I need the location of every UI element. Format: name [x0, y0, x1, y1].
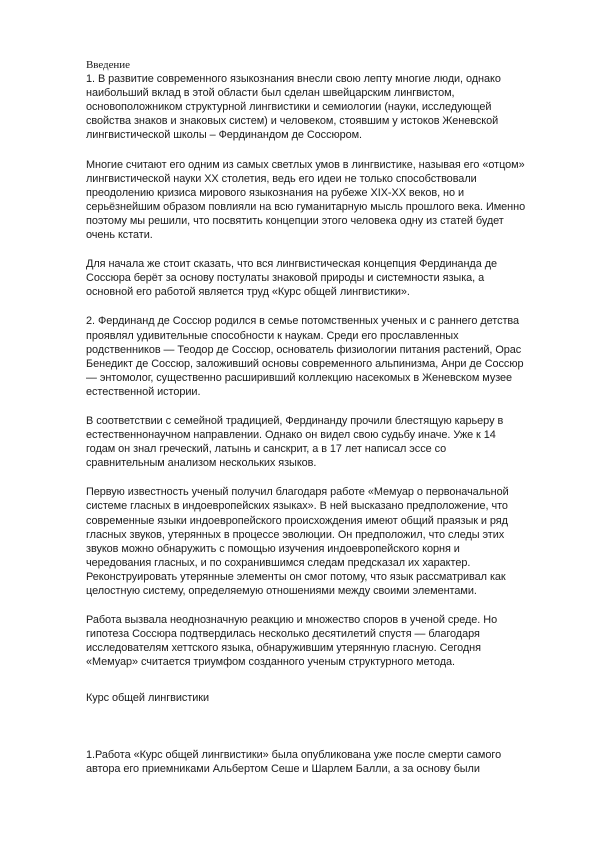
paragraph-2: Многие считают его одним из самых светлых умов в лингвистике, называя его «отцом» лингвистической науки XX столетия, ведь его идеи не только способствовали преодолению кризиса мирового языкознания на рубеже XIX-XX веков, но и серьёзнейшим образом повлияли на всю гуманитарную мысль прошлого века. Именно поэтому мы решили, что посвятить концепции этого человека одну из статей будет очень кстати. [86, 158, 526, 242]
section-heading: Курс общей лингвистики [86, 692, 210, 705]
paragraph-5: В соответствии с семейной традицией, Фердинанду прочили блестящую карьеру в естественнонаучном направлении. Однако он видел свою судьбу иначе. Уже к 14 годам он знал греческий, латынь и санскрит, а в 17 лет написал эссе со сравнительным анализом нескольких языков. [86, 414, 504, 470]
document-body [86, 58, 526, 791]
paragraph-1: 1. В развитие современного языкознания внесли свою лепту многие люди, однако наибольший вклад в этой области был сделан швейцарским лингвистом, основоположником структурной лингвистики и семиологии (науки, исследующей свойства знаков и знаковых систем) и человеком, стоявшим у истоков Женевской лингвистической школы – Фердинандом де Соссюром. [86, 73, 501, 142]
paragraph-4: 2. Фердинанд де Соссюр родился в семье потомственных ученых и с раннего детства проявлял удивительные способности к наукам. Среди его прославленных родственников — Теодор де Соссюр, основатель физиологии питания растений, Орас Бенедикт де Соссюр, заложивший основы современного альпинизма, Анри де Соссюр — энтомолог, существенно расширивший коллекцию насекомых в Женевском музее естественной истории. [86, 315, 524, 398]
paragraph-6: Первую известность ученый получил благодаря работе «Мемуар о первоначальной системе гласных в индоевропейских языках». В ней высказано предположение, что современные языки индоевропейского происхождения имеют общий праязык и ряд гласных звуков, утерянных в процессе эволюции. Он предположил, что следы этих звуков можно обнаружить с помощью изучения индоевропейского корня и чередования гласных, и по сохранившимся следам предсказал их характер. Реконструировать утерянные элементы он смог потому, что язык рассматривал как целостную систему, определяемую отношениями между своими элементами. [86, 486, 509, 597]
paragraph-3: Для начала же стоит сказать, что вся лингвистическая концепция Фердинанда де Соссюра берёт за основу постулаты знаковой природы и системности языка, а основной его работой является труд «Курс общей лингвистики». [86, 258, 498, 299]
intro-title: Введение [86, 59, 130, 71]
section-paragraph: 1.Работа «Курс общей лингвистики» была опубликована уже после смерти самого автора его приемниками Альбертом Сеше и Шарлем Балли, а за основу были [86, 748, 502, 775]
paragraph-7: Работа вызвала неоднозначную реакцию и множество споров в ученой среде. Но гипотеза Соссюра подтвердилась несколько десятилетий спустя — благодаря исследователям хеттского языка, обнаружившим утерянную гласную. Сегодня «Мемуар» считается триумфом созданного ученым структурного метода. [86, 614, 498, 669]
